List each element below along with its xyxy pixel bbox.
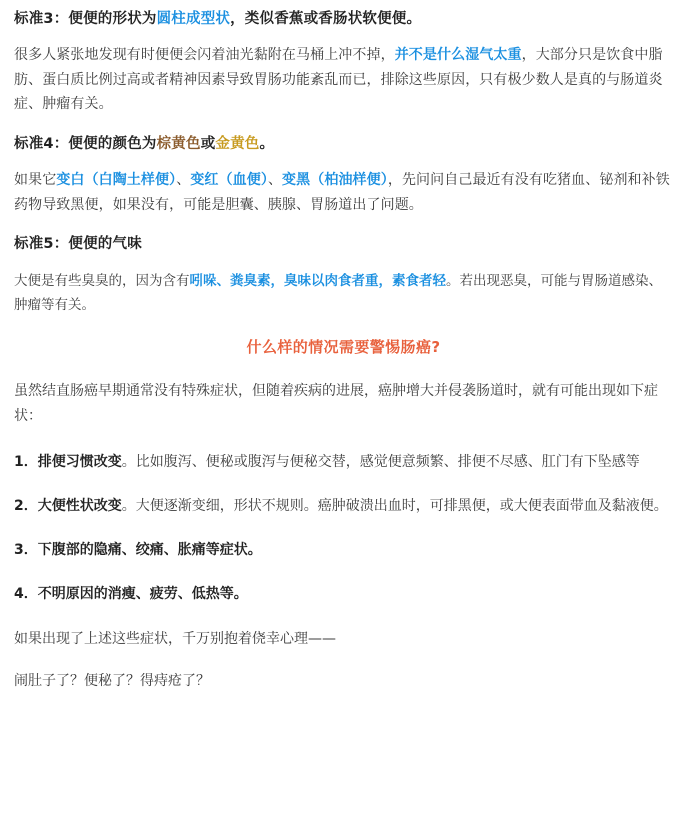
symptom-item-4-title: 4．不明原因的消瘦、疲劳、低热等。 bbox=[14, 585, 248, 602]
symptom-item-1-title: 1．排便习惯改变 bbox=[14, 454, 122, 471]
standard-4-highlight-white-stool: 变白（白陶土样便） bbox=[56, 172, 177, 189]
symptom-item-4 bbox=[14, 582, 673, 608]
standard-3-paragraph-part2: ，大部分只是饮食中脂肪、蛋白质比例过高或者精神因素导致胃肠功能紊乱而已，排除这些原因，只有极少数人是真的与肠道炎症、肿瘤有关。 bbox=[14, 47, 663, 113]
standard-4-heading bbox=[14, 133, 673, 155]
standard-5-paragraph-part1: 大便是有些臭臭的，因为含有 bbox=[14, 272, 190, 289]
standard-3-paragraph-block bbox=[14, 43, 673, 117]
standard-3-heading bbox=[14, 8, 673, 30]
standard-4-heading-mid: 或 bbox=[200, 135, 216, 152]
closing-line-2: 闹肚子了？便秘了？得痔疮了？ bbox=[14, 673, 210, 690]
standard-4-block bbox=[14, 133, 673, 155]
standard-4-separator-1: 、 bbox=[176, 172, 191, 189]
symptom-item-3-title: 3．下腹部的隐痛、绞痛、胀痛等症状。 bbox=[14, 542, 262, 559]
standard-4-heading-highlight-brown: 棕黄色 bbox=[156, 135, 201, 152]
symptom-item-1-text: 。比如腹泻、便秘或腹泻与便秘交替，感觉便意频繁、排便不尽感、肛门有下坠感等 bbox=[121, 454, 640, 471]
standard-4-paragraph-part1: 如果它 bbox=[14, 172, 57, 189]
standard-4-separator-2: 、 bbox=[267, 172, 283, 189]
standard-4-paragraph-part2: ，先问问自己最近有没有吃猪血、铋剂和补铁药物导致黑便，如果没有，可能是胆囊、胰腺、胃肠道出了问题。 bbox=[14, 172, 670, 213]
standard-5-paragraph-part2: 。若出现恶臭，可能与胃肠道感染、肿瘤等有关。 bbox=[14, 272, 662, 314]
standard-3-paragraph bbox=[14, 43, 673, 117]
standard-3-paragraph-part1: 很多人紧张地发现有时便便会闪着油光黏附在马桶上冲不掉， bbox=[14, 47, 395, 64]
standard-3-paragraph-highlight: 并不是什么湿气太重 bbox=[394, 47, 522, 64]
symptom-item-2-text: 。大便逐渐变细，形状不规则。癌肿破溃出血时，可排黑便，或大便表面带血及黏液便。 bbox=[121, 498, 668, 515]
lead-paragraph: 虽然结直肠癌早期通常没有特殊症状，但随着疾病的进展，癌肿增大并侵袭肠道时，就有可能出现如下症状： bbox=[14, 382, 658, 425]
symptom-item-2 bbox=[14, 494, 673, 520]
standard-3-heading-prefix: 标准3：便便的形状为 bbox=[14, 11, 157, 27]
standard-3-heading-highlight: 圆柱成型状 bbox=[156, 11, 231, 27]
standard-5-paragraph bbox=[14, 269, 673, 318]
standard-4-paragraph-block bbox=[14, 168, 673, 217]
standard-5-paragraph-highlight: 吲哚、粪臭素，臭味以肉食者重，素食者轻 bbox=[189, 272, 446, 289]
standard-4-heading-prefix: 标准4：便便的颜色为 bbox=[14, 135, 157, 152]
standard-4-paragraph bbox=[14, 168, 673, 217]
standard-4-highlight-black-stool: 变黑（柏油样便） bbox=[282, 172, 388, 189]
symptom-item-1 bbox=[14, 450, 673, 476]
standard-3-block bbox=[14, 8, 673, 30]
standard-5-paragraph-block bbox=[14, 269, 673, 318]
standard-4-heading-highlight-gold: 金黄色 bbox=[215, 135, 260, 152]
standard-3-heading-suffix: ，类似香蕉或香肠状软便便。 bbox=[230, 11, 422, 27]
section-title: 什么样的情况需要警惕肠癌? bbox=[246, 337, 441, 356]
standard-4-heading-suffix: 。 bbox=[259, 135, 275, 152]
standard-4-highlight-red-stool: 变红（血便） bbox=[190, 172, 268, 189]
closing-line-1: 如果出现了上述这些症状，千万别抱着侥幸心理—— bbox=[14, 630, 336, 647]
symptom-item-3 bbox=[14, 538, 673, 564]
standard-5-block bbox=[14, 233, 673, 255]
symptom-item-2-title: 2．大便性状改变 bbox=[14, 498, 122, 515]
standard-5-heading: 标准5：便便的气味 bbox=[14, 236, 142, 253]
